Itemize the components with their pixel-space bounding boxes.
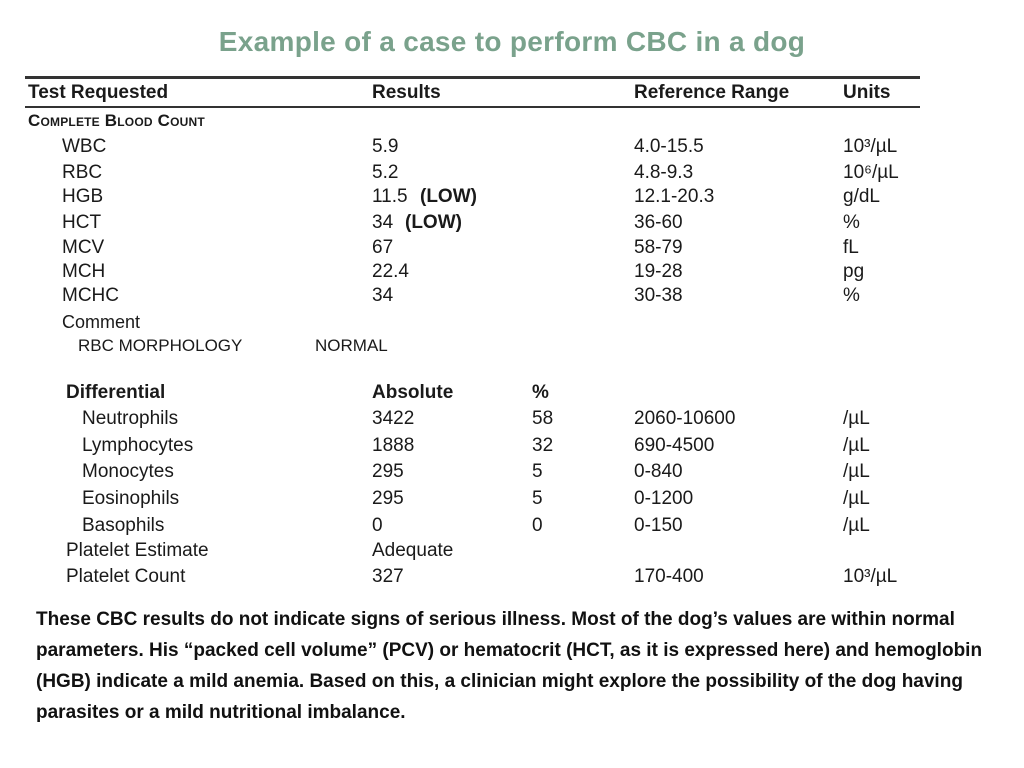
list-item-percent: 32 (532, 435, 554, 456)
table-row-unit: 10⁶/µL (843, 162, 899, 183)
platelet-count-range: 170-400 (634, 566, 704, 587)
header-reference-range: Reference Range (634, 82, 790, 103)
list-item-percent: 0 (532, 515, 543, 536)
list-item-name: Eosinophils (82, 488, 180, 509)
table-row-range: 36-60 (634, 212, 683, 233)
morphology-label: RBC MORPHOLOGY (78, 336, 243, 355)
percent-label: % (532, 382, 549, 403)
list-item-absolute: 295 (372, 488, 404, 509)
summary-paragraph: These CBC results do not indicate signs of serious illness. Most of the dog’s values are within normal parameters. His “packed cell volume” (PCV) or hematocrit (HCT, as it is expressed here) and hemoglobin (HGB) indicate a mild anemia. Based on this, a clinician might explore the possibility of the dog having parasites or a mild nutritional imbalance. (36, 609, 983, 723)
platelet-count-label: Platelet Count (66, 566, 186, 587)
table-row-unit: pg (843, 261, 865, 282)
platelet-estimate-label: Platelet Estimate (66, 540, 209, 561)
list-item-unit: /µL (843, 515, 870, 536)
section-complete-blood-count: Complete Blood Count (28, 111, 205, 130)
header-results: Results (372, 82, 441, 103)
table-row-result: 67 (372, 237, 394, 258)
table-row-flag: (LOW) (420, 186, 477, 207)
header-test-requested: Test Requested (28, 82, 169, 103)
table-row-result: 22.4 (372, 261, 409, 282)
table-row-range: 30-38 (634, 285, 683, 306)
list-item-percent: 5 (532, 461, 543, 482)
list-item-range: 2060-10600 (634, 408, 736, 429)
list-item-percent: 58 (532, 408, 554, 429)
cbc-report (25, 76, 920, 596)
list-item-range: 0-840 (634, 461, 683, 482)
table-row-result: 11.5 (372, 186, 408, 207)
list-item-percent: 5 (532, 488, 543, 509)
platelet-count-value: 327 (372, 566, 404, 587)
table-row-test: RBC (62, 162, 103, 183)
list-item-name: Lymphocytes (82, 435, 194, 456)
table-row-test: MCHC (62, 285, 119, 306)
table-top-rule (25, 76, 920, 79)
list-item-unit: /µL (843, 435, 870, 456)
table-row-range: 58-79 (634, 237, 683, 258)
comment-label: Comment (62, 312, 141, 332)
list-item-range: 0-1200 (634, 488, 694, 509)
list-item-unit: /µL (843, 461, 870, 482)
header-underline (25, 106, 920, 108)
list-item-name: Neutrophils (82, 408, 179, 429)
table-row-unit: % (843, 285, 860, 306)
list-item-absolute: 295 (372, 461, 404, 482)
table-row-test: MCV (62, 237, 105, 258)
list-item-name: Basophils (82, 515, 165, 536)
table-row-unit: fL (843, 237, 859, 258)
table-row-range: 4.8-9.3 (634, 162, 694, 183)
list-item-absolute: 0 (372, 515, 383, 536)
table-row-flag: (LOW) (405, 212, 462, 233)
table-row-result: 34 (372, 212, 394, 233)
table-row-range: 4.0-15.5 (634, 136, 704, 157)
table-row-unit: % (843, 212, 860, 233)
list-item-absolute: 3422 (372, 408, 415, 429)
table-row-result: 5.2 (372, 162, 399, 183)
table-row-unit: 10³/µL (843, 136, 898, 157)
slide-title: Example of a case to perform CBC in a dog (218, 26, 806, 57)
table-row-result: 5.9 (372, 136, 399, 157)
list-item-name: Monocytes (82, 461, 174, 482)
table-row-test: HGB (62, 186, 104, 207)
table-row-result: 34 (372, 285, 394, 306)
table-row-test: MCH (62, 261, 106, 282)
absolute-label: Absolute (372, 382, 454, 403)
platelet-estimate-value: Adequate (372, 540, 454, 561)
list-item-unit: /µL (843, 408, 870, 429)
header-units: Units (843, 82, 891, 103)
table-row-unit: g/dL (843, 186, 880, 207)
differential-label: Differential (66, 382, 166, 403)
list-item-range: 0-150 (634, 515, 683, 536)
list-item-unit: /µL (843, 488, 870, 509)
table-row-test: HCT (62, 212, 102, 233)
list-item-absolute: 1888 (372, 435, 415, 456)
table-row-range: 19-28 (634, 261, 683, 282)
table-row-range: 12.1-20.3 (634, 186, 715, 207)
platelet-count-unit: 10³/µL (843, 566, 898, 587)
table-row-test: WBC (62, 136, 107, 157)
list-item-range: 690-4500 (634, 435, 715, 456)
morphology-value: NORMAL (315, 336, 388, 355)
